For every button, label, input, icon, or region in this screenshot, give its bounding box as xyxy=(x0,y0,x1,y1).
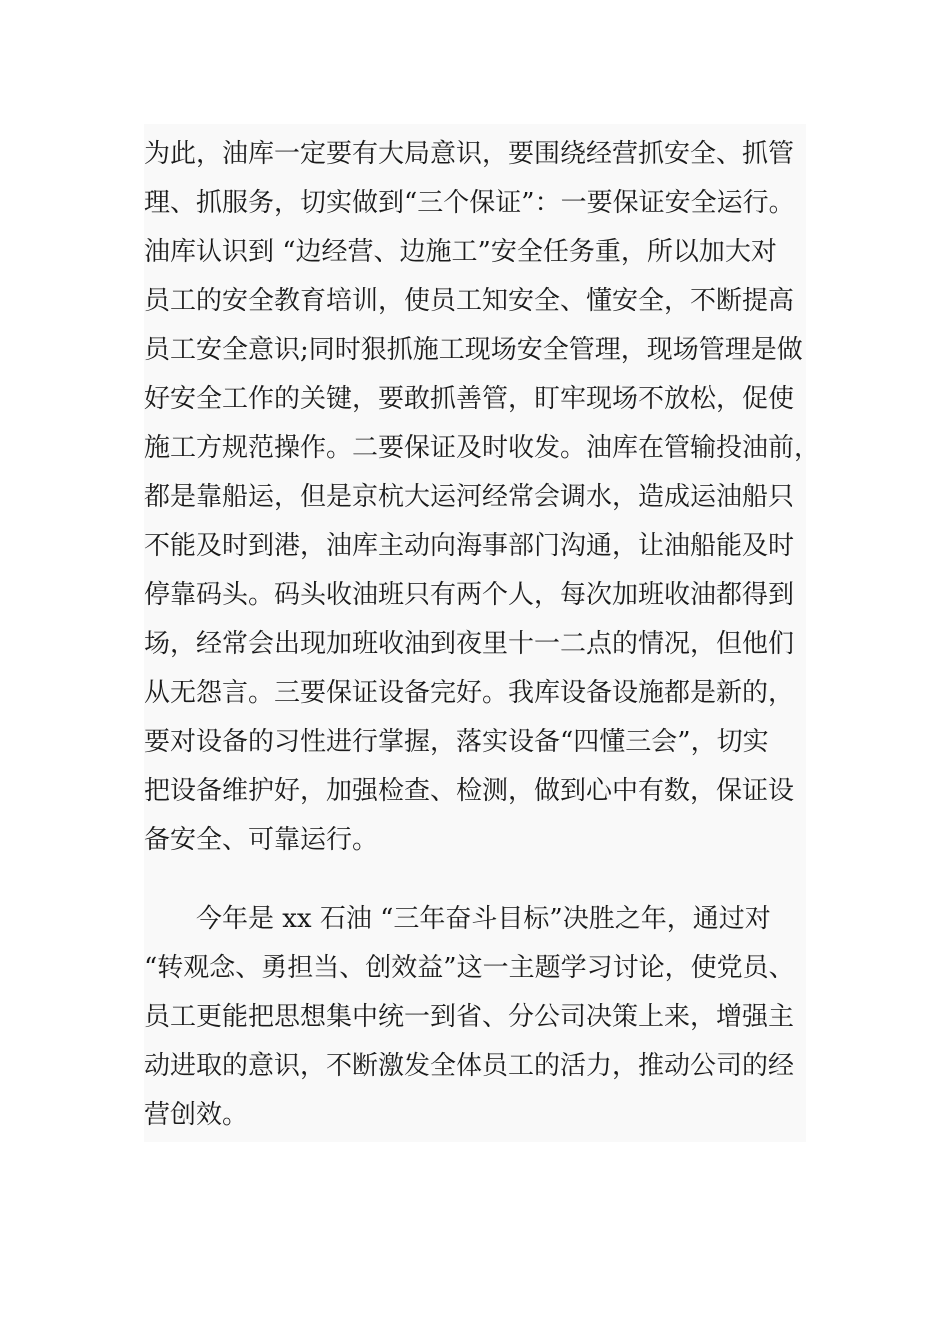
paragraph-line: 好安全工作的关键，要敢抓善管，盯牢现场不放松，促使 xyxy=(144,384,795,414)
paragraph-line: 员工更能把思想集中统一到省、分公司决策上来，增强主 xyxy=(144,1002,795,1032)
document-text-block xyxy=(144,124,821,1142)
paragraph-line: 理、抓服务，切实做到“三个保证”：一要保证安全运行。 xyxy=(144,188,795,218)
paragraph-line: 营创效。 xyxy=(144,1100,249,1130)
paragraph-line: 场，经常会出现加班收油到夜里十一二点的情况，但他们 xyxy=(144,629,795,659)
paragraph-line: 今年是 xx 石油 “三年奋斗目标”决胜之年，通过对 xyxy=(196,904,771,934)
paragraph-line: 不能及时到港，油库主动向海事部门沟通，让油船能及时 xyxy=(144,531,795,561)
paragraph-line: 动进取的意识，不断激发全体员工的活力，推动公司的经 xyxy=(144,1051,795,1081)
paragraph-line: 油库认识到 “边经营、边施工”安全任务重，所以加大对 xyxy=(144,237,777,267)
paragraph-line: 从无怨言。三要保证设备完好。我库设备设施都是新的， xyxy=(144,678,795,708)
paragraph-line: 停靠码头。码头收油班只有两个人，每次加班收油都得到 xyxy=(144,580,795,610)
paragraph-line: 员工安全意识;同时狠抓施工现场安全管理，现场管理是做 xyxy=(144,335,803,365)
paragraph-line: 要对设备的习性进行掌握，落实设备“四懂三会”，切实 xyxy=(144,727,769,757)
paragraph-line: 都是靠船运，但是京杭大运河经常会调水，造成运油船只 xyxy=(144,482,795,512)
paragraph-line: 施工方规范操作。二要保证及时收发。油库在管输投油前， xyxy=(144,433,821,463)
paragraph-line: 把设备维护好，加强检查、检测，做到心中有数，保证设 xyxy=(144,776,795,806)
paragraph-line: 备安全、可靠运行。 xyxy=(144,825,379,855)
paragraph-line: 为此，油库一定要有大局意识，要围绕经营抓安全、抓管 xyxy=(144,139,795,169)
paragraph-line: “转观念、勇担当、创效益”这一主题学习讨论，使党员、 xyxy=(144,953,795,983)
paragraph-line: 员工的安全教育培训，使员工知安全、懂安全，不断提高 xyxy=(144,286,795,316)
